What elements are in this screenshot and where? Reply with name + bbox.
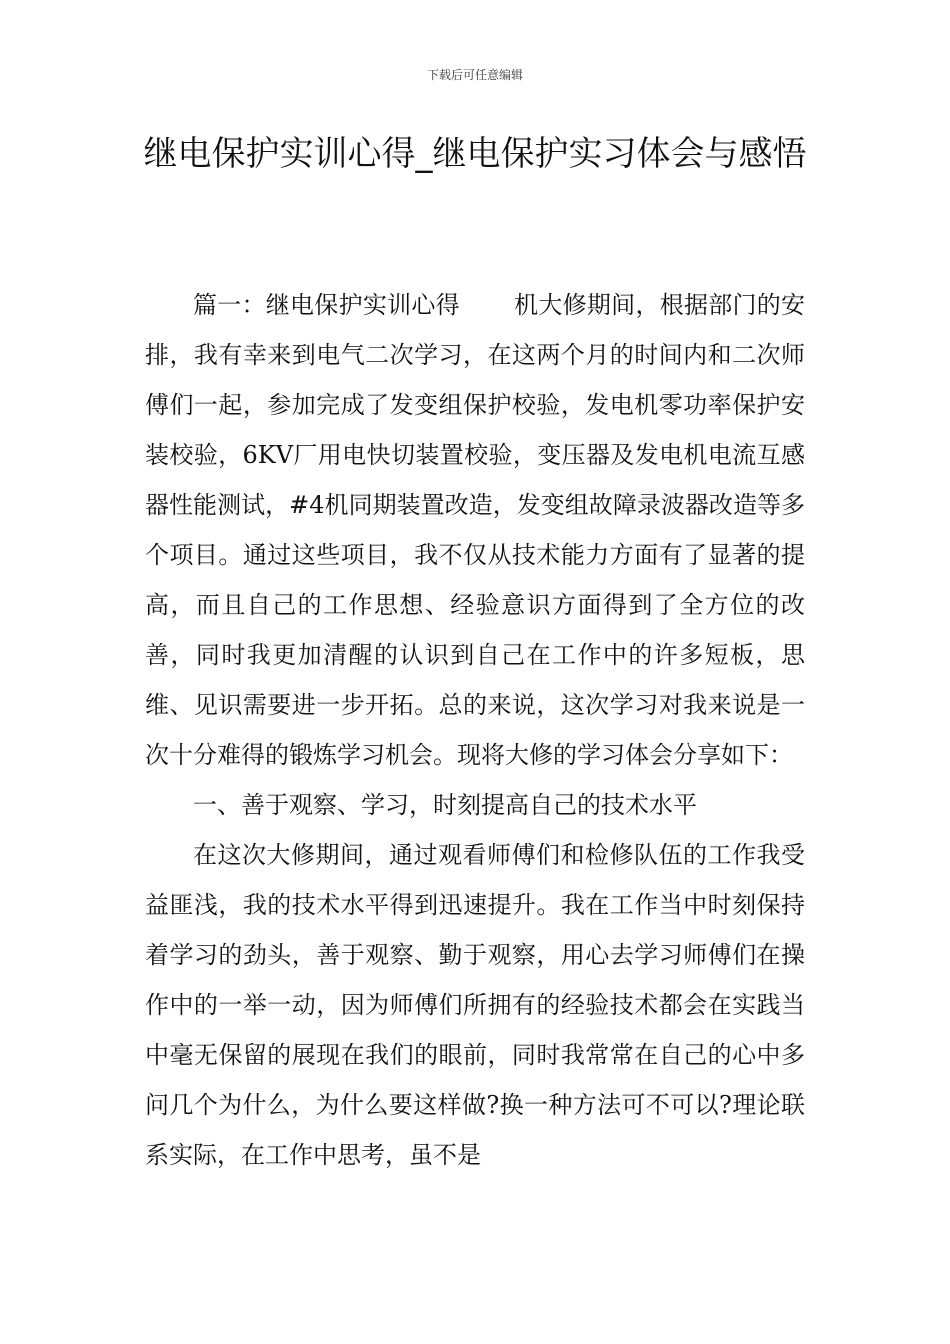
section-label: 篇一：继电保护实训心得 bbox=[193, 291, 460, 319]
section-heading: 一、善于观察、学习，时刻提高自己的技术水平 bbox=[193, 791, 697, 819]
paragraph-body: 在这次大修期间，通过观看师傅们和检修队伍的工作我受益匪浅，我的技术水平得到迅速提升。我在工作当中时刻保持着学习的劲头，善于观察、勤于观察，用心去学习师傅们在操作中的一举一动，因为师傅们所拥有的经验技术都会在实践当中毫无保留的展现在我们的眼前，同时我常常在自己的心中多问几个为什么，为什么要这样做?换一种方法可不可以?理论联系实际，在工作中思考，虽不是 bbox=[145, 841, 805, 1169]
paragraph-intro-text: 机大修期间，根据部门的安排，我有幸来到电气二次学习，在这两个月的时间内和二次师傅们一起，参加完成了发变组保护校验，发电机零功率保护安装校验，6KV厂用电快切装置校验，变压器及发电机电流互感器性能测试，#4机同期装置改造，发变组故障录波器改造等多个项目。通过这些项目，我不仅从技术能力方面有了显著的提高，而且自己的工作思想、经验意识方面得到了全方位的改善，同时我更加清醒的认识到自己在工作中的许多短板，思维、见识需要进一步开拓。总的来说，这次学习对我来说是一次十分难得的锻炼学习机会。现将大修的学习体会分享如下： bbox=[145, 291, 806, 769]
paragraph-intro bbox=[145, 280, 805, 780]
header-note: 下载后可任意编辑 bbox=[426, 68, 523, 82]
document-body bbox=[145, 280, 805, 1180]
document-title: 继电保护实训心得_继电保护实习体会与感悟 bbox=[143, 134, 807, 174]
